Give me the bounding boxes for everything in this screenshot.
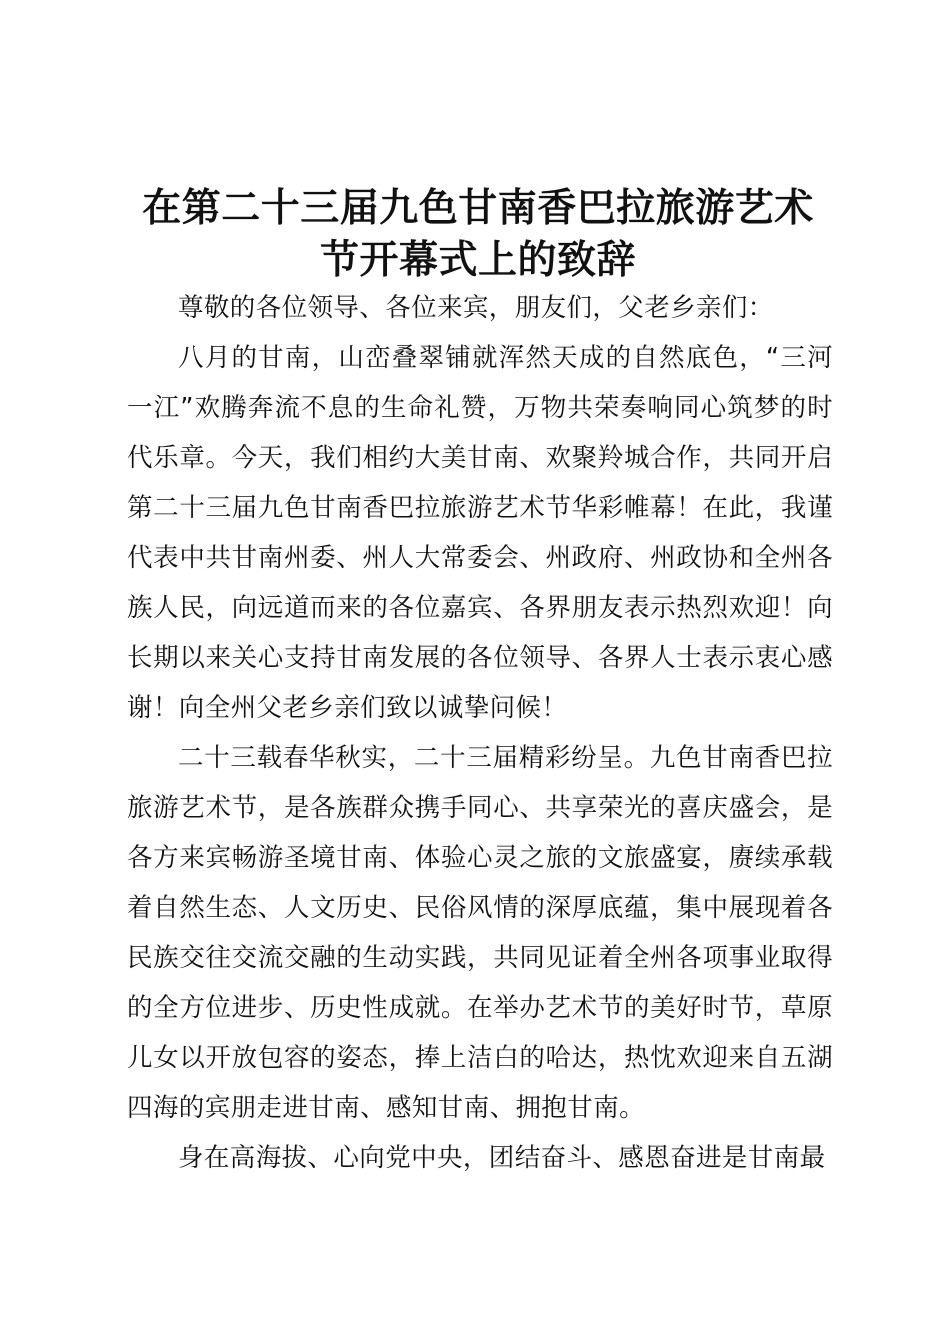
salutation: 尊敬的各位领导、各位来宾，朋友们，父老乡亲们： <box>178 293 774 323</box>
paragraph: 二十三载春华秋实，二十三届精彩纷呈。九色甘南香巴拉旅游艺术节，是各族群众携手同心、共享荣光的喜庆盛会，是各方来宾畅游圣境甘南、体验心灵之旅的文旅盛宴，赓续承载着自然生态、人文历史、民俗风情的深厚底蕴，集中展现着各民族交往交流交融的生动实践，共同见证着全州各项事业取得的全方位进步、历史性成就。在举办艺术节的美好时节，草原儿女以开放包容的姿态，捧上洁白的哈达，热忱欢迎来自五湖四海的宾朋走进甘南、感知甘南、拥抱甘南。 <box>127 743 833 1123</box>
paragraph: 身在高海拔、心向党中央，团结奋斗、感恩奋进是甘南最 <box>178 1143 826 1173</box>
document-body <box>127 283 833 1183</box>
paragraph: 八月的甘南，山峦叠翠铺就浑然天成的自然底色，“三河一江”欢腾奔流不息的生命礼赞，万物共荣奏响同心筑梦的时代乐章。今天，我们相约大美甘南、欢聚羚城合作，共同开启第二十三届九色甘南香巴拉旅游艺术节华彩帷幕！在此，我谨代表中共甘南州委、州人大常委会、州政府、州政协和全州各族人民，向远道而来的各位嘉宾、各界朋友表示热烈欢迎！向长期以来关心支持甘南发展的各位领导、各界人士表示衷心感谢！向全州父老乡亲们致以诚挚问候！ <box>127 343 833 723</box>
document-title <box>122 182 834 286</box>
title-line-1: 在第二十三届九色甘南香巴拉旅游艺术 <box>142 185 814 231</box>
title-line-2: 节开幕式上的致辞 <box>319 237 636 283</box>
